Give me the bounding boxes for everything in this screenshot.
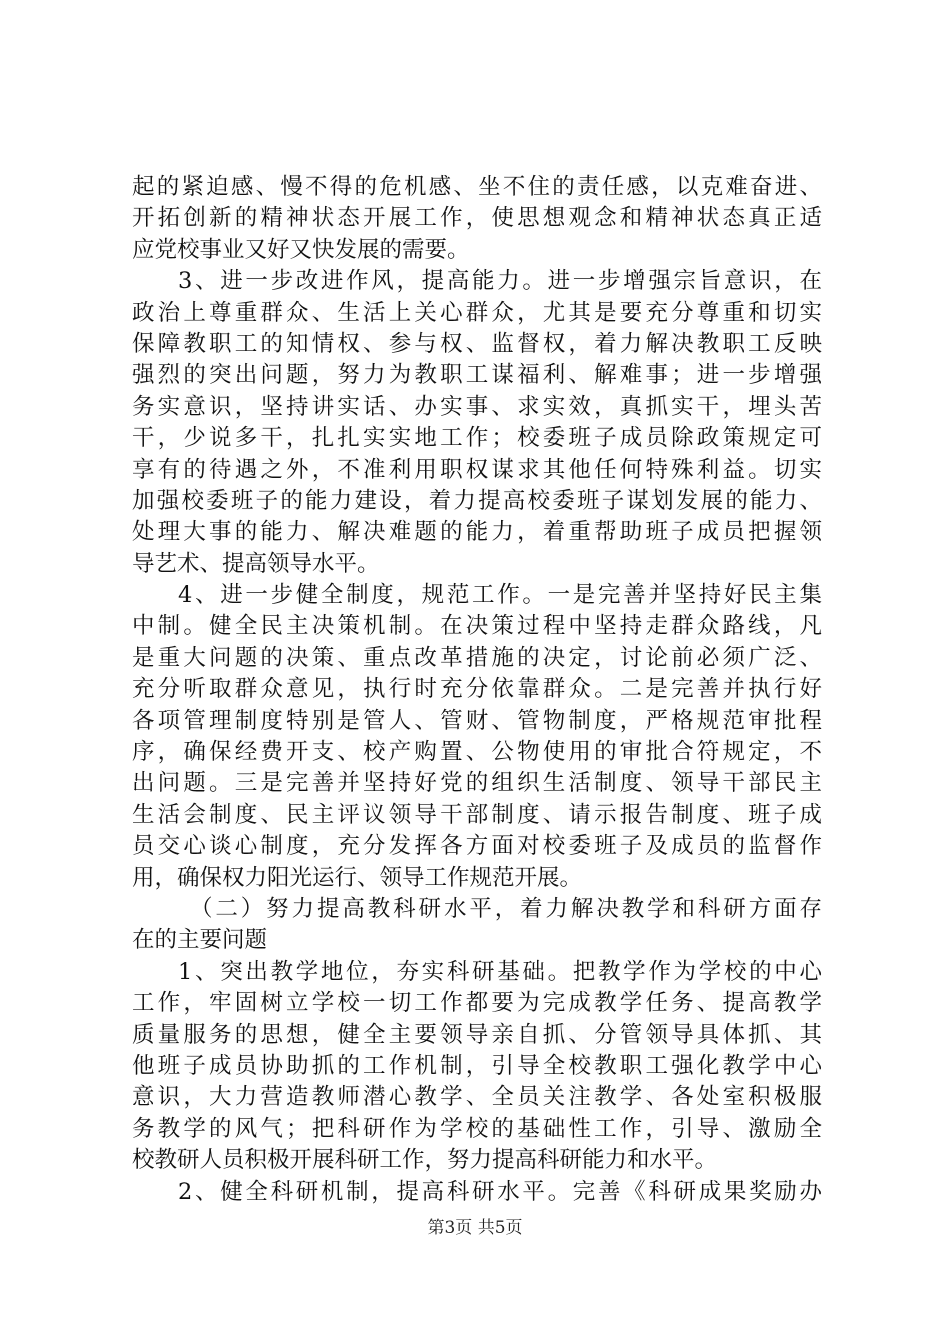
text-line: 生活会制度、民主评议领导干部制度、请示报告制度、班子成 <box>132 801 822 828</box>
text-line: 在的主要问题 <box>132 927 268 954</box>
text-line: 他班子成员协助抓的工作机制，引导全校教职工强化教学中心 <box>132 1052 822 1079</box>
text-line: 出问题。三是完善并坚持好党的组织生活制度、领导干部民主 <box>132 770 822 797</box>
text-line: 保障教职工的知情权、参与权、监督权，着力解决教职工反映 <box>132 330 822 357</box>
text-line: 强烈的突出问题，努力为教职工谋福利、解难事；进一步增强 <box>132 362 822 389</box>
text-line: 校教研人员积极开展科研工作，努力提高科研能力和水平。 <box>132 1147 718 1174</box>
text-line: 是重大问题的决策、重点改革措施的决定，讨论前必须广泛、 <box>132 644 822 671</box>
text-line: 应党校事业又好又快发展的需要。 <box>132 236 470 263</box>
page-footer: 第3页 共5页 <box>427 1218 523 1238</box>
text-line: 工作，牢固树立学校一切工作都要为完成教学任务、提高教学 <box>132 990 822 1017</box>
text-line: 政治上尊重群众、生活上关心群众，尤其是要充分尊重和切实 <box>132 299 822 326</box>
text-line: 处理大事的能力、解决难题的能力，着重帮助班子成员把握领 <box>132 519 822 546</box>
text-line: 2、健全科研机制，提高科研水平。完善《科研成果奖励办 <box>178 1178 822 1205</box>
text-line: 中制。健全民主决策机制。在决策过程中坚持走群众路线，凡 <box>132 613 822 640</box>
text-line: 充分听取群众意见，执行时充分依靠群众。二是完善并执行好 <box>132 676 822 703</box>
text-line: 用，确保权力阳光运行、领导工作规范开展。 <box>132 864 583 891</box>
text-line: 员交心谈心制度，充分发挥各方面对校委班子及成员的监督作 <box>132 833 822 860</box>
text-line: 质量服务的思想，健全主要领导亲自抓、分管领导具体抓、其 <box>132 1021 822 1048</box>
text-line: 3、进一步改进作风，提高能力。进一步增强宗旨意识，在 <box>178 268 822 295</box>
text-line: 开拓创新的精神状态开展工作，使思想观念和精神状态真正适 <box>132 205 822 232</box>
text-line: （二）努力提高教科研水平，着力解决教学和科研方面存 <box>190 895 822 922</box>
text-line: 意识，大力营造教师潜心教学、全员关注教学、各处室积极服 <box>132 1084 822 1111</box>
document-body <box>132 172 822 1208</box>
text-line: 起的紧迫感、慢不得的危机感、坐不住的责任感，以克难奋进、 <box>132 174 822 200</box>
text-line: 务实意识，坚持讲实话、办实事、求实效，真抓实干，埋头苦 <box>132 393 822 420</box>
text-line: 4、进一步健全制度，规范工作。一是完善并坚持好民主集 <box>178 582 822 609</box>
text-line: 1、突出教学地位，夯实科研基础。把教学作为学校的中心 <box>178 958 822 985</box>
text-line: 加强校委班子的能力建设，着力提高校委班子谋划发展的能力、 <box>132 487 822 514</box>
text-line: 干，少说多干，扎扎实实地工作；校委班子成员除政策规定可 <box>132 425 822 452</box>
text-line: 导艺术、提高领导水平。 <box>132 550 380 577</box>
text-line: 各项管理制度特别是管人、管财、管物制度，严格规范审批程 <box>132 707 822 734</box>
text-line: 务教学的风气；把科研作为学校的基础性工作，引导、激励全 <box>132 1115 822 1142</box>
text-line: 序，确保经费开支、校产购置、公物使用的审批合符规定，不 <box>132 739 822 766</box>
text-line: 享有的待遇之外，不准利用职权谋求其他任何特殊利益。切实 <box>132 456 822 483</box>
